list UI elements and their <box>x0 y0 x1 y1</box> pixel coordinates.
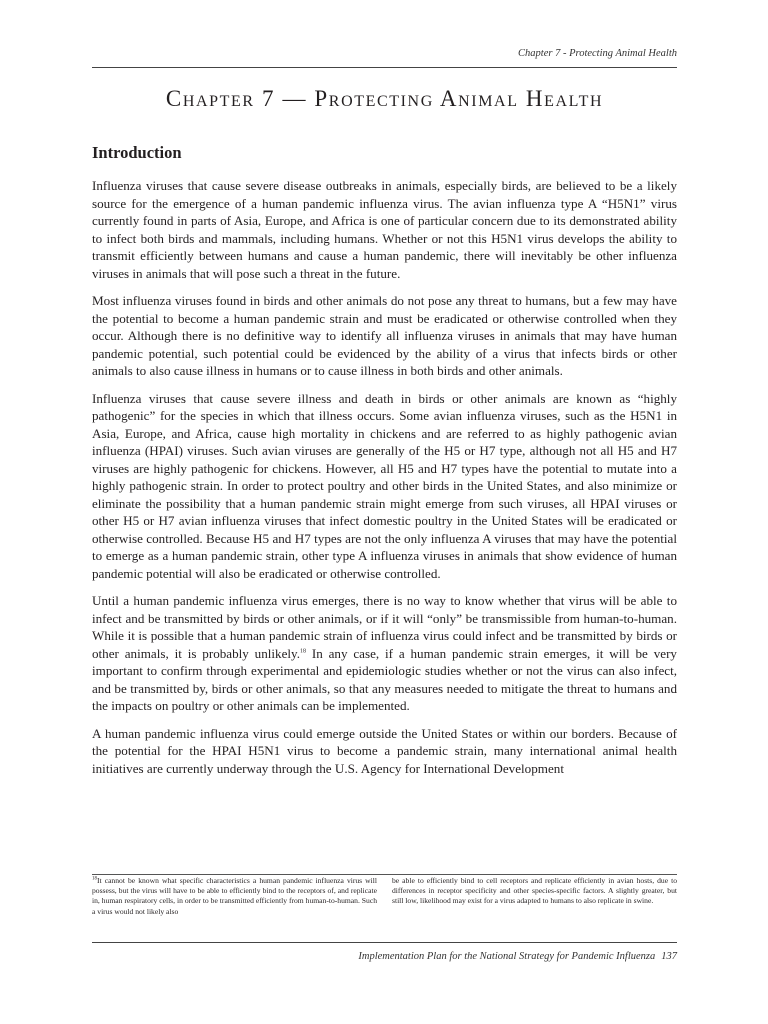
body-text <box>92 177 677 787</box>
section-heading-introduction: Introduction <box>92 143 182 162</box>
paragraph-4-text-after: In any case, if a human pandemic strain emerges, it will be very important to confirm through experimental and epidemiologic studies whether or not the virus can also infect, and be transmitted by, birds or other animals, so that any measures needed to mitigate the threat to humans and the impacts on poultry or other animals can be implemented. <box>92 645 677 713</box>
page-footer <box>92 951 677 962</box>
footnote-text-left: It cannot be known what specific characteristics a human pandemic influenza virus will possess, but the virus will have to be able to efficiently bind to the receptors of, and replicate in, human respiratory cells, in order to be transmitted efficiently from human-to-human. Such a virus would not likely also <box>92 876 377 916</box>
footnote-column-left <box>92 876 377 917</box>
page-number: 137 <box>661 951 677 962</box>
footnote-text-right: be able to efficiently bind to cell receptors and replicate efficiently in avian hosts, due to differences in receptor specificity and other species-specific factors. A slightly greater, but still low, likelihood may exist for a virus adapted to humans to also replicate in swine. <box>392 876 677 906</box>
footnote-marker: 18 <box>92 876 97 882</box>
paragraph-4-text-before: Until a human pandemic influenza virus emerges, there is no way to know whether that virus will be able to infect and be transmitted by birds or other animals, or if it will “only” be transmissible from human-to-human. While it is possible that a human pandemic strain of influenza virus could infect and be transmitted by birds or other animals, it is probably unlikely. <box>92 593 677 661</box>
footer-rule <box>92 942 677 943</box>
paragraph-5: A human pandemic influenza virus could emerge outside the United States or within our borders. Because of the potential for the HPAI H5N1 virus to become a pandemic strain, many international animal health initiatives are currently underway through the U.S. Agency for International Development <box>92 725 677 776</box>
publication-title: Implementation Plan for the National Strategy for Pandemic Influenza <box>358 951 656 962</box>
chapter-title: Chapter 7 — Protecting Animal Health <box>165 86 604 111</box>
footnotes <box>92 876 677 917</box>
paragraph-1: Influenza viruses that cause severe disease outbreaks in animals, especially birds, are believed to be a likely source for the emergence of a human pandemic influenza virus. The avian influenza type A “H5N1” virus currently found in parts of Asia, Europe, and Africa is one of particular concern due to its demonstrated ability to infect both birds and mammals, including humans. Whether or not this H5N1 virus develops the ability to transmit efficiently between humans and cause a human pandemic, there will inevitably be other influenza viruses in animals that will pose such a threat in the future. <box>92 178 677 281</box>
paragraph-3: Influenza viruses that cause severe illness and death in birds or other animals are known as “highly pathogenic” for the species in which that illness occurs. Some avian influenza viruses, such as the H5N1 in Asia, Europe, and Africa, cause high mortality in chickens and are referred to as highly pathogenic avian influenza (HPAI) viruses. Such avian viruses are generally of the H5 or H7 type, although not all H5 and H7 viruses are highly pathogenic for chickens. However, all H5 and H7 types have the potential to mutate into a highly pathogenic strain. In order to protect poultry and other birds in the United States, and also minimize or eliminate the possibility that a human pandemic strain might emerge from such viruses, all HPAI viruses or other H5 or H7 avian influenza viruses that infect domestic poultry in the United States will be eradicated or otherwise controlled. Because H5 and H7 types are not the only influenza A viruses that may have the potential to emerge as a human pandemic strain, other type A influenza viruses in animals that show evidence of human pandemic potential will also be eradicated or otherwise controlled. <box>92 390 677 581</box>
footnote-rule <box>92 874 677 875</box>
header-rule <box>92 67 677 68</box>
paragraph-4 <box>92 592 677 715</box>
footnote-column-right <box>392 876 677 917</box>
running-header: Chapter 7 - Protecting Animal Health <box>518 48 677 59</box>
footnote-reference[interactable]: 18 <box>300 648 307 655</box>
paragraph-2: Most influenza viruses found in birds and other animals do not pose any threat to humans, but a few may have the potential to become a human pandemic strain and must be eradicated or otherwise controlled when they occur. Although there is no definitive way to identify all influenza viruses in animals that may have human pandemic potential, such potential could be evidenced by the ability of a virus that infects birds or other animals to also cause illness in humans or to cause illness in both birds and other animals. <box>92 293 677 378</box>
